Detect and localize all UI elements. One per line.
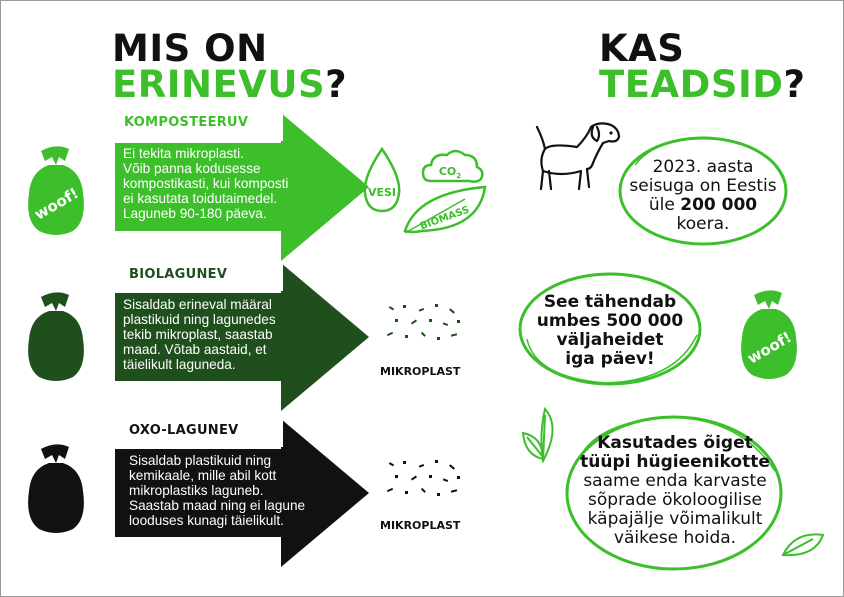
water-drop-icon xyxy=(365,149,399,211)
svg-text:woof!: woof! xyxy=(744,328,795,368)
right-heading-line2: TEADSID? xyxy=(599,63,806,106)
woof-bag-green-icon xyxy=(731,285,807,385)
label-oxolagunev: OXO-LAGUNEV xyxy=(129,423,239,438)
microplastic-particles-icon xyxy=(385,301,465,349)
label-biolagunev: BIOLAGUNEV xyxy=(129,267,228,282)
text-kompost: Ei tekita mikroplasti. Võib panna kodusesse kompostikasti, kui komposti ei kasutata toidutaimedel. Laguneb 90-180 päeva. xyxy=(123,146,289,221)
fact-1: 2023. aasta seisuga on Eestis üle 200 000 koera. xyxy=(629,157,777,234)
left-heading-line1: MIS ON xyxy=(112,27,268,70)
svg-text:CO2: $CO_2$ xyxy=(438,165,462,180)
microplastic-label-2: MIKROPLAST xyxy=(380,519,461,532)
woof-bag-green-icon xyxy=(21,141,91,241)
text-biolagunev: Sisaldab erineval määral plastikuid ning lagunedes tekib mikroplast, saastab maad. Võtab aastaid, et täielikult laguneda. xyxy=(123,297,276,372)
bag-black-icon xyxy=(21,439,91,539)
dog-icon xyxy=(531,119,623,195)
left-heading-line2: ERINEVUS? xyxy=(112,63,348,106)
svg-text:VESI: VESI xyxy=(367,186,397,199)
left-heading xyxy=(112,27,348,106)
fact-3: Kasutades õiget tüüpi hügieenikotte saame enda karvaste sõprade ökoloogilise käpajälje võimalikult väikese hoida. xyxy=(580,433,770,548)
label-kompost: KOMPOSTEERUV xyxy=(124,115,249,130)
leaf-icon xyxy=(781,529,825,559)
fact-2: See tähendab umbes 500 000 väljaheidet iga päev! xyxy=(536,292,684,369)
text-oxolagunev: Sisaldab plastikuid ning kemikaale, mille abil kott mikroplastiks laguneb. Saastab maad ning ei lagune looduses kunagi täielikult. xyxy=(129,453,306,528)
microplastic-label-1: MIKROPLAST xyxy=(380,365,461,378)
symbols-water-co2-biomass xyxy=(357,141,497,241)
svg-text:woof!: woof! xyxy=(31,184,82,224)
right-heading-line1: KAS xyxy=(599,27,685,70)
right-heading xyxy=(599,27,806,106)
microplastic-particles-icon xyxy=(385,457,465,505)
svg-text:BIOMASS: BIOMASS xyxy=(418,204,471,233)
bag-dark-green-icon xyxy=(21,287,91,387)
